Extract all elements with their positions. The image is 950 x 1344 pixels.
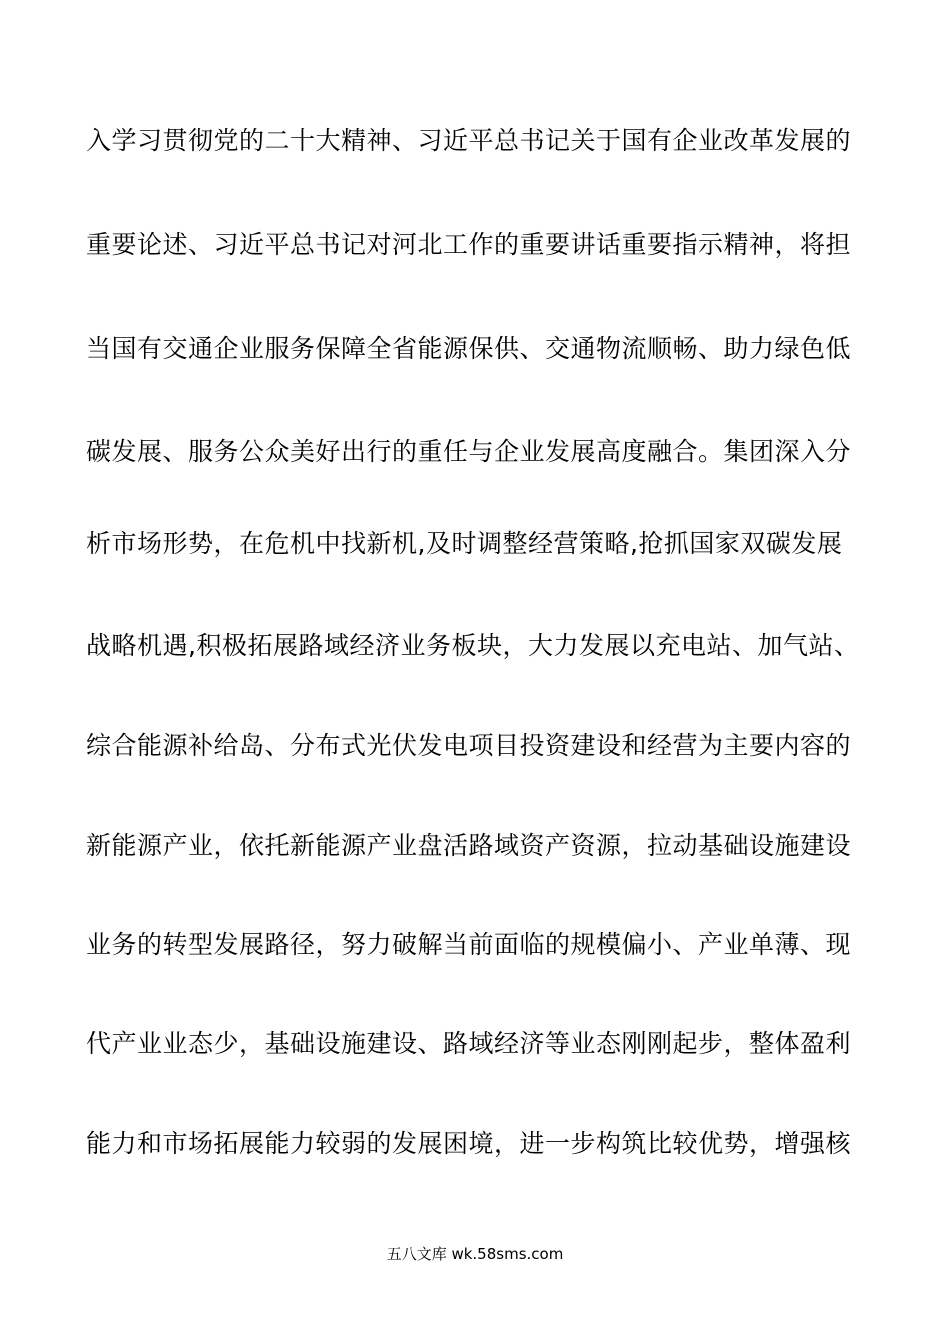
text-line: 新能源产业，依托新能源产业盘活路域资产资源，拉动基础设施建设 bbox=[86, 831, 852, 860]
text-line: 碳发展、服务公众美好出行的重任与企业发展高度融合。集团深入分 bbox=[86, 437, 852, 466]
text-line: 代产业业态少，基础设施建设、路域经济等业态刚刚起步，整体盈利 bbox=[86, 1029, 852, 1058]
text-line: 战略机遇,积极拓展路域经济业务板块，大力发展以充电站、加气站、 bbox=[86, 631, 860, 660]
text-line: 析市场形势，在危机中找新机,及时调整经营策略,抢抓国家双碳发展 bbox=[86, 529, 843, 558]
text-line: 入学习贯彻党的二十大精神、习近平总书记关于国有企业改革发展的 bbox=[86, 126, 852, 155]
text-line: 能力和市场拓展能力较弱的发展困境，进一步构筑比较优势，增强核 bbox=[86, 1129, 852, 1158]
footer-watermark: 五八文库 wk.58sms.com bbox=[386, 1245, 564, 1263]
text-line: 综合能源补给岛、分布式光伏发电项目投资建设和经营为主要内容的 bbox=[86, 731, 852, 760]
text-line: 当国有交通企业服务保障全省能源保供、交通物流顺畅、助力绿色低 bbox=[86, 334, 852, 363]
text-line: 重要论述、习近平总书记对河北工作的重要讲话重要指示精神，将担 bbox=[86, 230, 852, 259]
text-line: 业务的转型发展路径，努力破解当前面临的规模偏小、产业单薄、现 bbox=[86, 930, 852, 959]
